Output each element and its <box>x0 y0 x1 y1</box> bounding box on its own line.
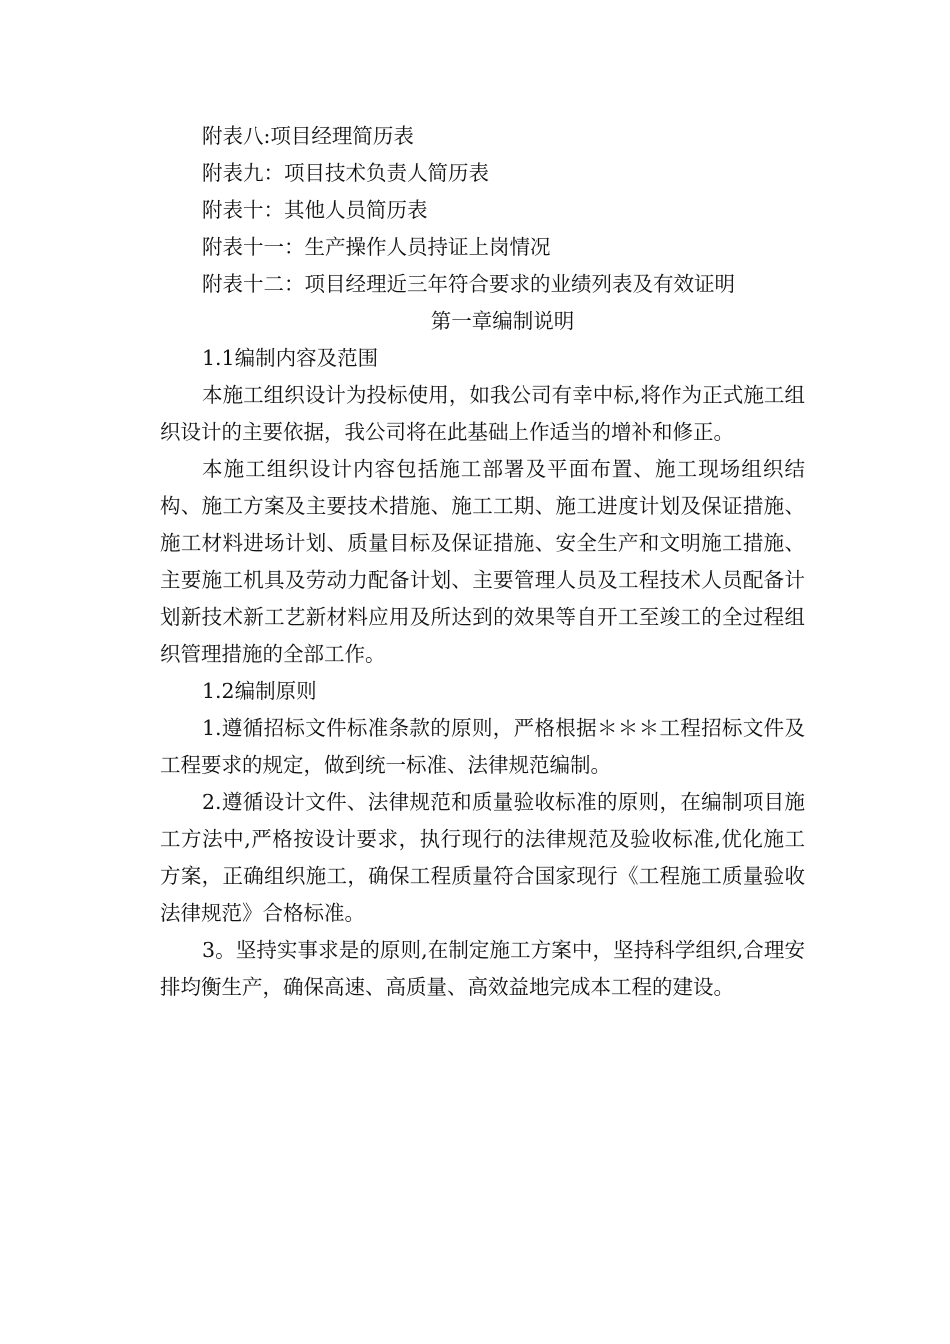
section-heading-1-2: 1.2编制原则 <box>202 679 317 703</box>
appendix-item-11: 附表十一：生产操作人员持证上岗情况 <box>202 235 551 259</box>
appendix-item-9: 附表九：项目技术负责人简历表 <box>202 161 489 185</box>
section-heading-1-1: 1.1编制内容及范围 <box>202 346 379 370</box>
document-page <box>160 118 805 1006</box>
paragraph-scope-2: 本施工组织设计内容包括施工部署及平面布置、施工现场组织结构、施工方案及主要技术措施、施工工期、施工进度计划及保证措施、施工材料进场计划、质量目标及保证措施、安全生产和文明施工措施、主要施工机具及劳动力配备计划、主要管理人员及工程技术人员配备计划新技术新工艺新材料应用及所达到的效果等自开工至竣工的全过程组织管理措施的全部工作。 <box>160 457 805 666</box>
appendix-item-10: 附表十：其他人员简历表 <box>202 198 428 222</box>
paragraph-principle-1: 1.遵循招标文件标准条款的原则，严格根据＊＊＊工程招标文件及工程要求的规定，做到统一标准、法律规范编制。 <box>160 716 805 777</box>
appendix-item-12: 附表十二：项目经理近三年符合要求的业绩列表及有效证明 <box>202 272 735 296</box>
chapter-title: 第一章编制说明 <box>430 309 575 333</box>
paragraph-principle-2: 2.遵循设计文件、法律规范和质量验收标准的原则，在编制项目施工方法中,严格按设计要求，执行现行的法律规范及验收标准,优化施工方案，正确组织施工，确保工程质量符合国家现行《工程施工质量验收法律规范》合格标准。 <box>160 790 805 925</box>
paragraph-scope-1: 本施工组织设计为投标使用，如我公司有幸中标,将作为正式施工组织设计的主要依据，我公司将在此基础上作适当的增补和修正。 <box>160 383 805 444</box>
appendix-item-8: 附表八:项目经理简历表 <box>202 124 414 148</box>
paragraph-principle-3: 3。坚持实事求是的原则,在制定施工方案中，坚持科学组织,合理安排均衡生产，确保高速、高质量、高效益地完成本工程的建设。 <box>160 938 805 999</box>
